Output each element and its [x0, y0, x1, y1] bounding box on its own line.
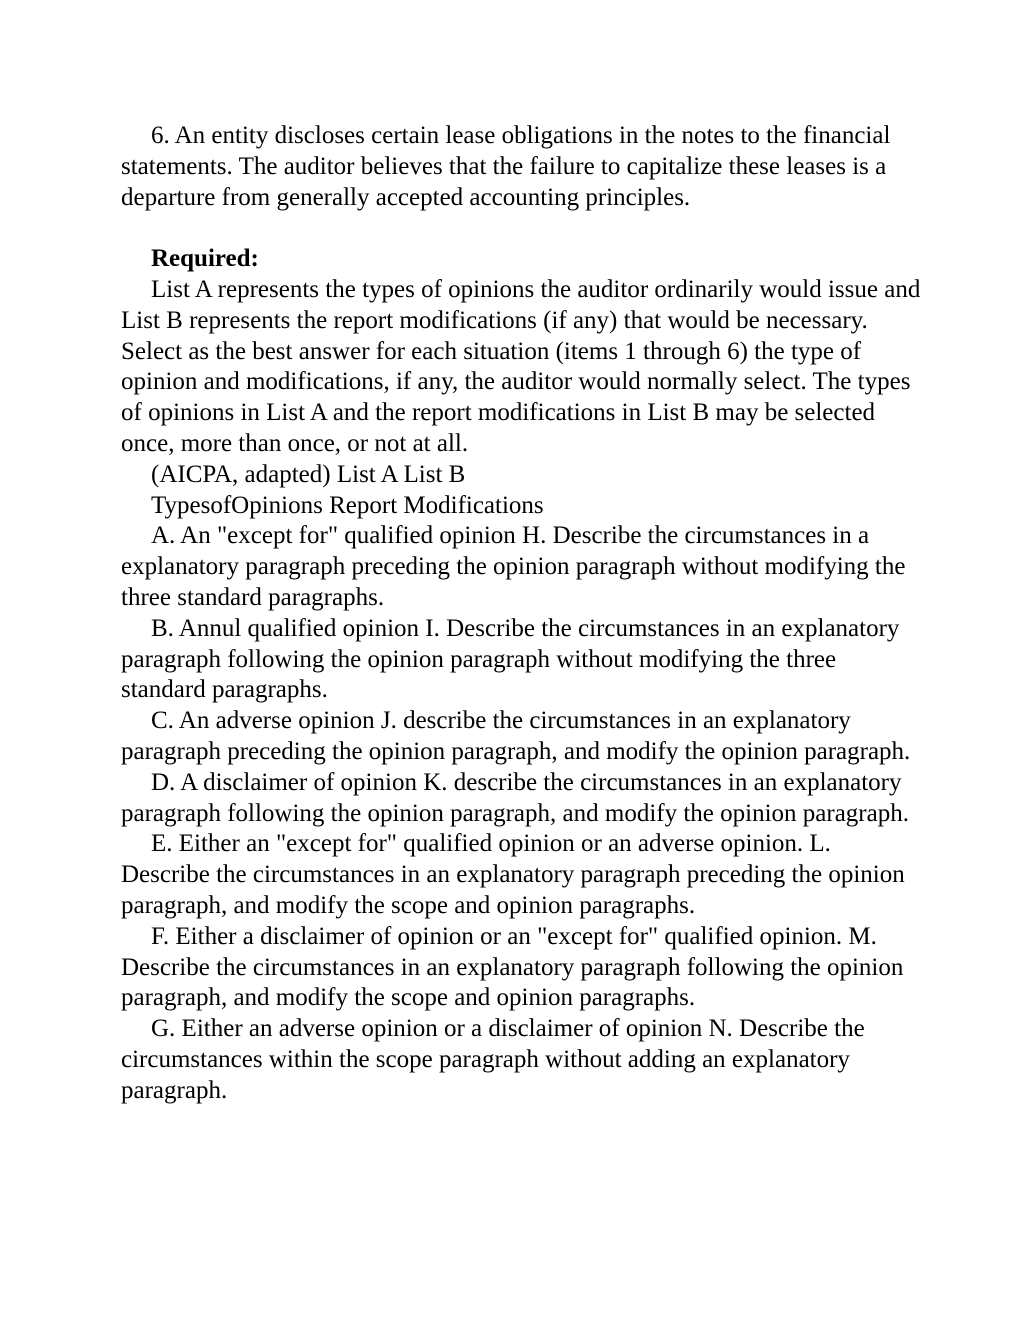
paragraph-spacer [121, 213, 921, 244]
document-page [121, 121, 921, 1107]
option-a: A. An "except for" qualified opinion H. Describe the circumstances in a explanatory paragraph preceding the opinion paragraph without modifying the three standard paragraphs. [121, 522, 906, 611]
list-header-columns: TypesofOpinions Report Modifications [151, 491, 544, 519]
option-b: B. Annul qualified opinion I. Describe the circumstances in an explanatory paragraph following the opinion paragraph without modifying the three standard paragraphs. [121, 614, 900, 704]
option-e: E. Either an "except for" qualified opinion or an adverse opinion. L. Describe the circumstances in an explanatory paragraph preceding the opinion paragraph, and modify the scope and opinion paragraphs. [121, 830, 905, 919]
list-header-source: (AICPA, adapted) List A List B [151, 460, 466, 488]
required-heading: Required: [151, 245, 259, 273]
option-f: F. Either a disclaimer of opinion or an "except for" qualified opinion. M. Describe the circumstances in an explanatory paragraph following the opinion paragraph, and modify the scope and opinion paragraphs. [121, 922, 904, 1012]
item-6-paragraph: 6. An entity discloses certain lease obligations in the notes to the financial statements. The auditor believes that the failure to capitalize these leases is a departure from generally accepted accounting principles. [121, 122, 891, 211]
option-c: C. An adverse opinion J. describe the circumstances in an explanatory paragraph preceding the opinion paragraph, and modify the opinion paragraph. [121, 707, 911, 765]
option-g: G. Either an adverse opinion or a disclaimer of opinion N. Describe the circumstances within the scope paragraph without adding an explanatory paragraph. [121, 1015, 865, 1104]
option-d: D. A disclaimer of opinion K. describe the circumstances in an explanatory paragraph following the opinion paragraph, and modify the opinion paragraph. [121, 768, 909, 827]
instructions-paragraph: List A represents the types of opinions the auditor ordinarily would issue and List B represents the report modifications (if any) that would be necessary. Select as the best answer for each situation (items 1 through 6) the type of opinion and modifications, if any, the auditor would normally select. The types of opinions in List A and the report modifications in List B may be selected once, more than once, or not at all. [121, 275, 921, 457]
